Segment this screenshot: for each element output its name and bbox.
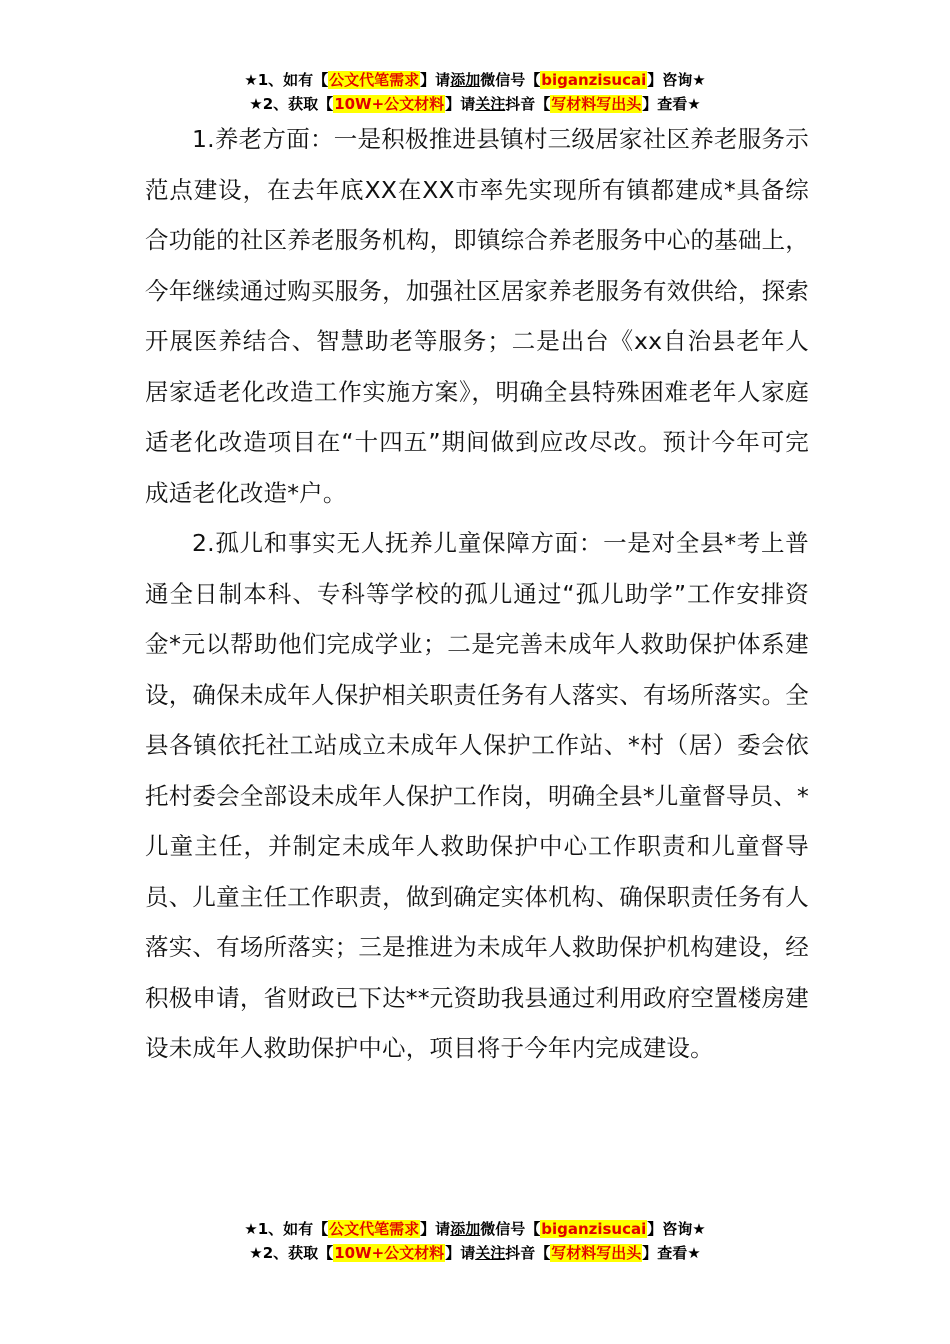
banner-line-1 [0, 1217, 950, 1241]
banner-text: 】咨询★ [647, 71, 706, 89]
header-banner [0, 68, 950, 116]
banner-line-1 [0, 68, 950, 92]
banner-text: ★1、如有【 [244, 71, 329, 89]
banner-text: 】请 [420, 71, 451, 89]
banner-text: 微信号【 [480, 1220, 541, 1238]
highlight-tag: 10W+公文材料 [334, 1244, 445, 1262]
footer-banner [0, 1217, 950, 1265]
banner-text: 】请 [420, 1220, 451, 1238]
wechat-id-tag: biganzisucai [541, 1220, 647, 1238]
banner-text: 】咨询★ [647, 1220, 706, 1238]
douyin-id-tag: 写材料写出头 [551, 1244, 642, 1262]
wechat-id-tag: biganzisucai [541, 71, 647, 89]
highlight-tag: 公文代笔需求 [329, 1220, 420, 1238]
banner-text: ★1、如有【 [244, 1220, 329, 1238]
banner-text: 抖音【 [505, 1244, 551, 1262]
document-body [145, 114, 809, 1074]
banner-line-2 [0, 92, 950, 116]
douyin-id-tag: 写材料写出头 [551, 95, 642, 113]
banner-text: 】请 [445, 1244, 476, 1262]
banner-text: ★2、获取【 [249, 95, 334, 113]
highlight-tag: 10W+公文材料 [334, 95, 445, 113]
banner-text: 】查看★ [642, 1244, 701, 1262]
banner-text: 】请 [445, 95, 476, 113]
banner-underlined-text: 关注 [475, 1244, 506, 1262]
highlight-tag: 公文代笔需求 [329, 71, 420, 89]
banner-text: 微信号【 [480, 71, 541, 89]
banner-line-2 [0, 1241, 950, 1265]
paragraph-orphan-protection: 2.孤儿和事实无人抚养儿童保障方面：一是对全县*考上普通全日制本科、专科等学校的孤儿通过“孤儿助学”工作安排资金*元以帮助他们完成学业；二是完善未成年人救助保护体系建设，确保未成年人保护相关职责任务有人落实、有场所落实。全县各镇依托社工站成立未成年人保护工作站、*村（居）委会依托村委会全部设未成年人保护工作岗，明确全县*儿童督导员、*儿童主任，并制定未成年人救助保护中心工作职责和儿童督导员、儿童主任工作职责，做到确定实体机构、确保职责任务有人落实、有场所落实；三是推进为未成年人救助保护机构建设，经积极申请，省财政已下达**元资助我县通过利用政府空置楼房建设未成年人救助保护中心，项目将于今年内完成建设。 [145, 529, 809, 1062]
banner-underlined-text: 添加 [450, 71, 481, 89]
banner-text: 抖音【 [505, 95, 551, 113]
banner-text: ★2、获取【 [249, 1244, 334, 1262]
banner-underlined-text: 关注 [475, 95, 506, 113]
paragraph-elderly-care: 1.养老方面：一是积极推进县镇村三级居家社区养老服务示范点建设，在去年底XX在XX市率先实现所有镇都建成*具备综合功能的社区养老服务机构，即镇综合养老服务中心的基础上，今年继续通过购买服务，加强社区居家养老服务有效供给，探索开展医养结合、智慧助老等服务；二是出台《xx自治县老年人居家适老化改造工作实施方案》，明确全县特殊困难老年人家庭适老化改造项目在“十四五”期间做到应改尽改。预计今年可完成适老化改造*户。 [145, 125, 809, 507]
banner-text: 】查看★ [642, 95, 701, 113]
banner-underlined-text: 添加 [450, 1220, 481, 1238]
